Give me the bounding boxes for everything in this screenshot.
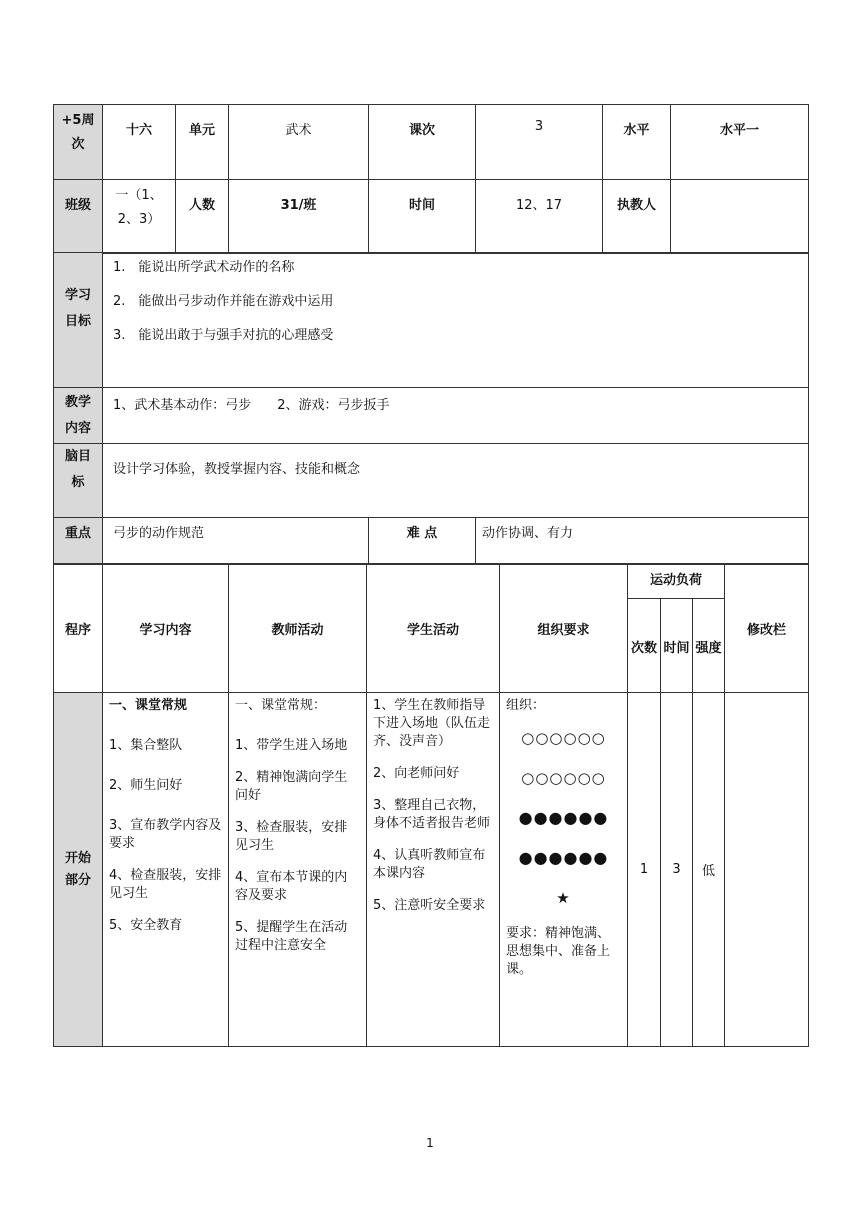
header-table [53,104,809,254]
col-teacher: 教师活动 [229,565,367,693]
revision-cell [725,693,809,1047]
time-value: 12、17 [476,180,603,254]
objective-item: 1. 能说出所学武术动作的名称 [113,260,295,275]
student-item: 4、认真听教师宣布本课内容 [373,848,486,881]
formation-row-solid: ●●●●●● [518,808,609,827]
teacher-item: 4、宣布本节课的内容及要求 [235,870,348,903]
teacher-item: 5、提醒学生在活动过程中注意安全 [235,920,348,953]
level-label: 水平 [603,105,671,180]
procedure-table [53,564,809,1047]
teacher-activity-cell [229,693,367,1047]
objective-item: 2. 能做出弓步动作并能在游戏中运用 [113,294,334,309]
unit-value: 武术 [229,105,369,180]
col-revision: 修改栏 [725,565,809,693]
col-duration: 时间 [661,599,693,693]
learning-item: 2、师生问好 [109,778,183,793]
learning-item: 1、集合整队 [109,738,183,753]
class-value: 一（1、2、3） [103,180,176,254]
brain-goal-text: 设计学习体验，教授掌握内容、技能和概念 [103,444,809,518]
objectives-label: 学习目标 [54,253,103,388]
learning-item: 3、宣布教学内容及要求 [109,818,222,851]
student-activity-cell [367,693,500,1047]
difficulty-label: 难 点 [369,518,476,564]
teacher-item: 2、精神饱满向学生问好 [235,770,348,803]
level-value: 水平一 [671,105,809,180]
teacher-star-icon: ★ [556,889,571,907]
teacher-title: 一、课堂常规： [235,698,327,713]
count-label: 人数 [176,180,229,254]
student-item: 1、学生在教师指导下进入场地（队伍走齐、没声音） [373,698,491,749]
learning-item: 5、安全教育 [109,918,183,933]
student-item: 5、注意听安全要求 [373,898,486,913]
teacher-item: 3、检查服装，安排见习生 [235,820,348,853]
col-load: 运动负荷 [628,565,725,599]
key-point-text: 弓步的动作规范 [103,518,369,564]
unit-label: 单元 [176,105,229,180]
formation-row-hollow: ○○○○○○ [521,769,606,787]
student-item: 2、向老师问好 [373,766,460,781]
formation-row-solid: ●●●●●● [518,848,609,867]
load-times: 1 [628,693,661,1047]
col-intensity: 强度 [693,599,725,693]
count-value: 31/班 [229,180,369,254]
learning-content-cell [103,693,229,1047]
learning-title: 一、课堂常规 [109,698,188,713]
formation-row-hollow: ○○○○○○ [521,729,606,747]
week-value: 十六 [103,105,176,180]
org-requirement-cell [500,693,628,1047]
student-item: 3、整理自己衣物，身体不适者报告老师 [373,798,491,831]
org-requirement-text: 要求：精神饱满、思想集中、准备上课。 [506,926,611,977]
lesson-label: 课次 [369,105,476,180]
page-number: 1 [426,1136,434,1150]
col-learning: 学习内容 [103,565,229,693]
teacher-item: 1、带学生进入场地 [235,738,348,753]
objective-item: 3. 能说出敢于与强手对抗的心理感受 [113,328,334,343]
org-label: 组织： [506,698,546,713]
content-text: 1、武术基本动作：弓步 2、游戏：弓步扳手 [103,388,809,444]
start-section-label: 开始部分 [54,693,103,1047]
col-procedure: 程序 [54,565,103,693]
difficulty-text: 动作协调、有力 [476,518,809,564]
learning-item: 4、检查服装，安排见习生 [109,868,222,901]
load-intensity: 低 [693,693,725,1047]
time-label: 时间 [369,180,476,254]
teacher-value [671,180,809,254]
teacher-label: 执教人 [603,180,671,254]
lesson-value: 3 [476,105,603,180]
week-label: +5周次 [54,105,103,180]
key-point-label: 重点 [54,518,103,564]
load-duration: 3 [661,693,693,1047]
content-label: 教学内容 [54,388,103,444]
objectives-list [103,253,809,388]
class-label: 班级 [54,180,103,254]
col-times: 次数 [628,599,661,693]
col-student: 学生活动 [367,565,500,693]
col-org: 组织要求 [500,565,628,693]
info-table [53,252,809,564]
brain-goal-label: 脑目标 [54,444,103,518]
